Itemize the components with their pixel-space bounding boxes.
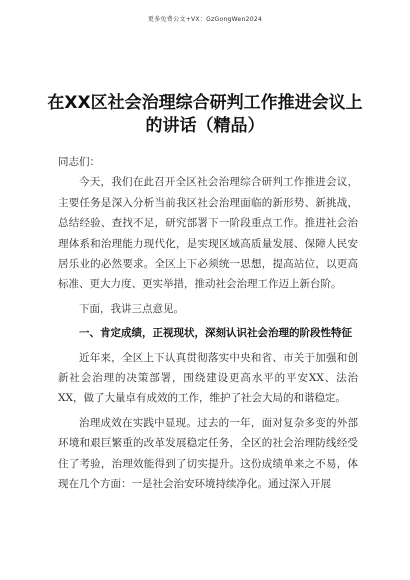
header-note: 更多免费公文+VX：GzGongWen2024 bbox=[147, 16, 263, 23]
salutation: 同志们： bbox=[58, 156, 100, 168]
paragraph-three-points: 下面，我讲三点意见。 bbox=[79, 302, 184, 315]
section-heading-1: 一、肯定成绩，正视现状，深刻认识社会治理的阶段性特征 bbox=[79, 327, 352, 340]
paragraph-recent-years: 近年来，全区上下认真贯彻落实中央和省、市关于加强和创新社会治理的决策部署，围绕建设更高水平的平安XX、法治XX，做了大量卓有成效的工作，维护了社会大局的和谐稳定。 bbox=[58, 351, 358, 405]
document-title: 在XX区社会治理综合研判工作推进会议上的讲话（精品） bbox=[47, 93, 363, 136]
document-body bbox=[58, 152, 358, 499]
paragraph-opening: 今天，我们在此召开全区社会治理综合研判工作推进会议，主要任务是深入分析当前我区社会治理面临的新形势、新挑战，总结经验、查找不足，研究部署下一阶段重点工作。推进社会治理体系和治理能力现代化，是实现区域高质量发展、保障人民安居乐业的必然要求。全区上下必须统一思想，提高站位，以更高标准、更大力度、更实举措，推动社会治理工作迈上新台阶。 bbox=[58, 176, 358, 291]
paragraph-governance-results: 治理成效在实践中显现。过去的一年，面对复杂多变的外部环境和艰巨繁重的改革发展稳定任务，全区的社会治理防线经受住了考验，治理效能得到了切实提升。这份成绩单来之不易，体现在几个方面：一是社会治安环境持续净化。通过深入开展 bbox=[58, 416, 358, 491]
